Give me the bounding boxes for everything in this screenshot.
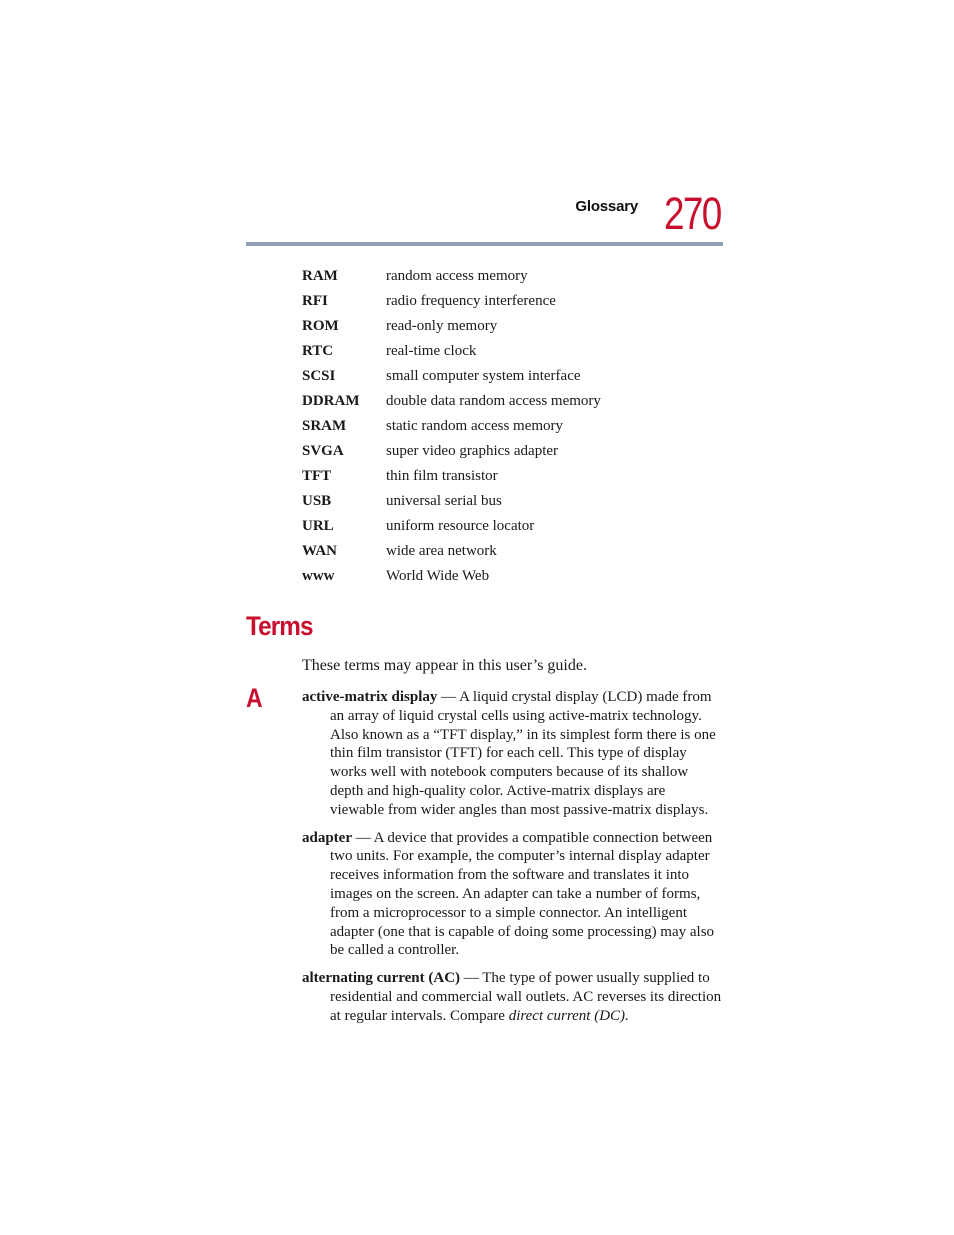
abbreviation-term: SRAM xyxy=(302,418,347,434)
entry-end: . xyxy=(625,1007,629,1024)
terms-list xyxy=(302,688,722,1035)
abbreviation-row xyxy=(302,343,601,368)
section-label: Glossary xyxy=(575,198,638,215)
abbreviation-term: USB xyxy=(302,493,332,509)
abbreviation-definition: small computer system interface xyxy=(386,368,581,384)
section-title: Terms xyxy=(246,611,313,641)
abbreviation-term: SVGA xyxy=(302,443,344,459)
abbreviation-row xyxy=(302,318,601,343)
abbreviation-definition: wide area network xyxy=(386,543,497,559)
abbreviation-row xyxy=(302,518,601,543)
abbreviation-row xyxy=(302,443,601,468)
entry-definition: — A liquid crystal display (LCD) made from an array of liquid crystal cells using active-matrix technology. Also known as a “TFT display,” in its simplest form there is one thin film transistor (TFT) for each cell. This type of display works well with notebook computers because of its shallow depth and high-quality color. Active-matrix displays are viewable from wider angles than most passive-matrix displays. xyxy=(330,689,716,818)
abbreviation-term: DDRAM xyxy=(302,393,360,409)
entry-definition: — The type of power usually supplied to residential and commercial wall outlets. AC reverses its direction at regular intervals. Compare xyxy=(330,970,722,1024)
letter-marker: A xyxy=(246,683,263,713)
abbreviation-definition: universal serial bus xyxy=(386,493,502,509)
abbreviation-list xyxy=(302,268,601,593)
glossary-entry xyxy=(302,969,722,1025)
abbreviation-row xyxy=(302,293,601,318)
abbreviation-row xyxy=(302,418,601,443)
intro-text: These terms may appear in this user’s guide. xyxy=(302,657,587,674)
abbreviation-row xyxy=(302,393,601,418)
glossary-entry xyxy=(302,688,722,820)
glossary-entry xyxy=(302,829,722,961)
abbreviation-term: URL xyxy=(302,518,334,534)
abbreviation-definition: read-only memory xyxy=(386,318,498,334)
abbreviation-row xyxy=(302,543,601,568)
entry-term: alternating current (AC) xyxy=(302,970,461,987)
abbreviation-definition: super video graphics adapter xyxy=(386,443,559,459)
abbreviation-row xyxy=(302,368,601,393)
abbreviation-row xyxy=(302,268,601,293)
entry-term: adapter xyxy=(302,829,352,846)
entry-definition: — A device that provides a compatible connection between two units. For example, the computer’s internal display adapter receives information from the software and translates it into images on the screen. An adapter can take a number of forms, from a microprocessor to a simple connector. An intelligent adapter (one that is capable of doing some processing) may also be called a controller. xyxy=(330,829,715,959)
abbreviation-definition: thin film transistor xyxy=(386,468,498,484)
cross-reference: direct current (DC) xyxy=(508,1007,626,1024)
abbreviation-term: TFT xyxy=(302,468,332,484)
abbreviation-row xyxy=(302,493,601,518)
header-rule xyxy=(246,242,723,246)
abbreviation-term: RAM xyxy=(302,268,338,284)
page-number: 270 xyxy=(664,188,721,239)
entry-term: active-matrix display xyxy=(302,689,438,705)
abbreviation-term: RFI xyxy=(302,293,328,309)
abbreviation-term: SCSI xyxy=(302,368,336,384)
abbreviation-definition: real-time clock xyxy=(386,343,477,359)
abbreviation-row xyxy=(302,568,601,593)
abbreviation-definition: double data random access memory xyxy=(386,393,601,409)
abbreviation-term: ROM xyxy=(302,318,339,334)
abbreviation-definition: radio frequency interference xyxy=(386,293,556,309)
abbreviation-definition: uniform resource locator xyxy=(386,518,535,534)
abbreviation-term: RTC xyxy=(302,343,334,359)
abbreviation-term: WAN xyxy=(302,543,338,559)
abbreviation-definition: World Wide Web xyxy=(386,568,490,584)
abbreviation-definition: random access memory xyxy=(386,268,528,284)
abbreviation-term: www xyxy=(302,568,335,584)
abbreviation-definition: static random access memory xyxy=(386,418,564,434)
abbreviation-row xyxy=(302,468,601,493)
